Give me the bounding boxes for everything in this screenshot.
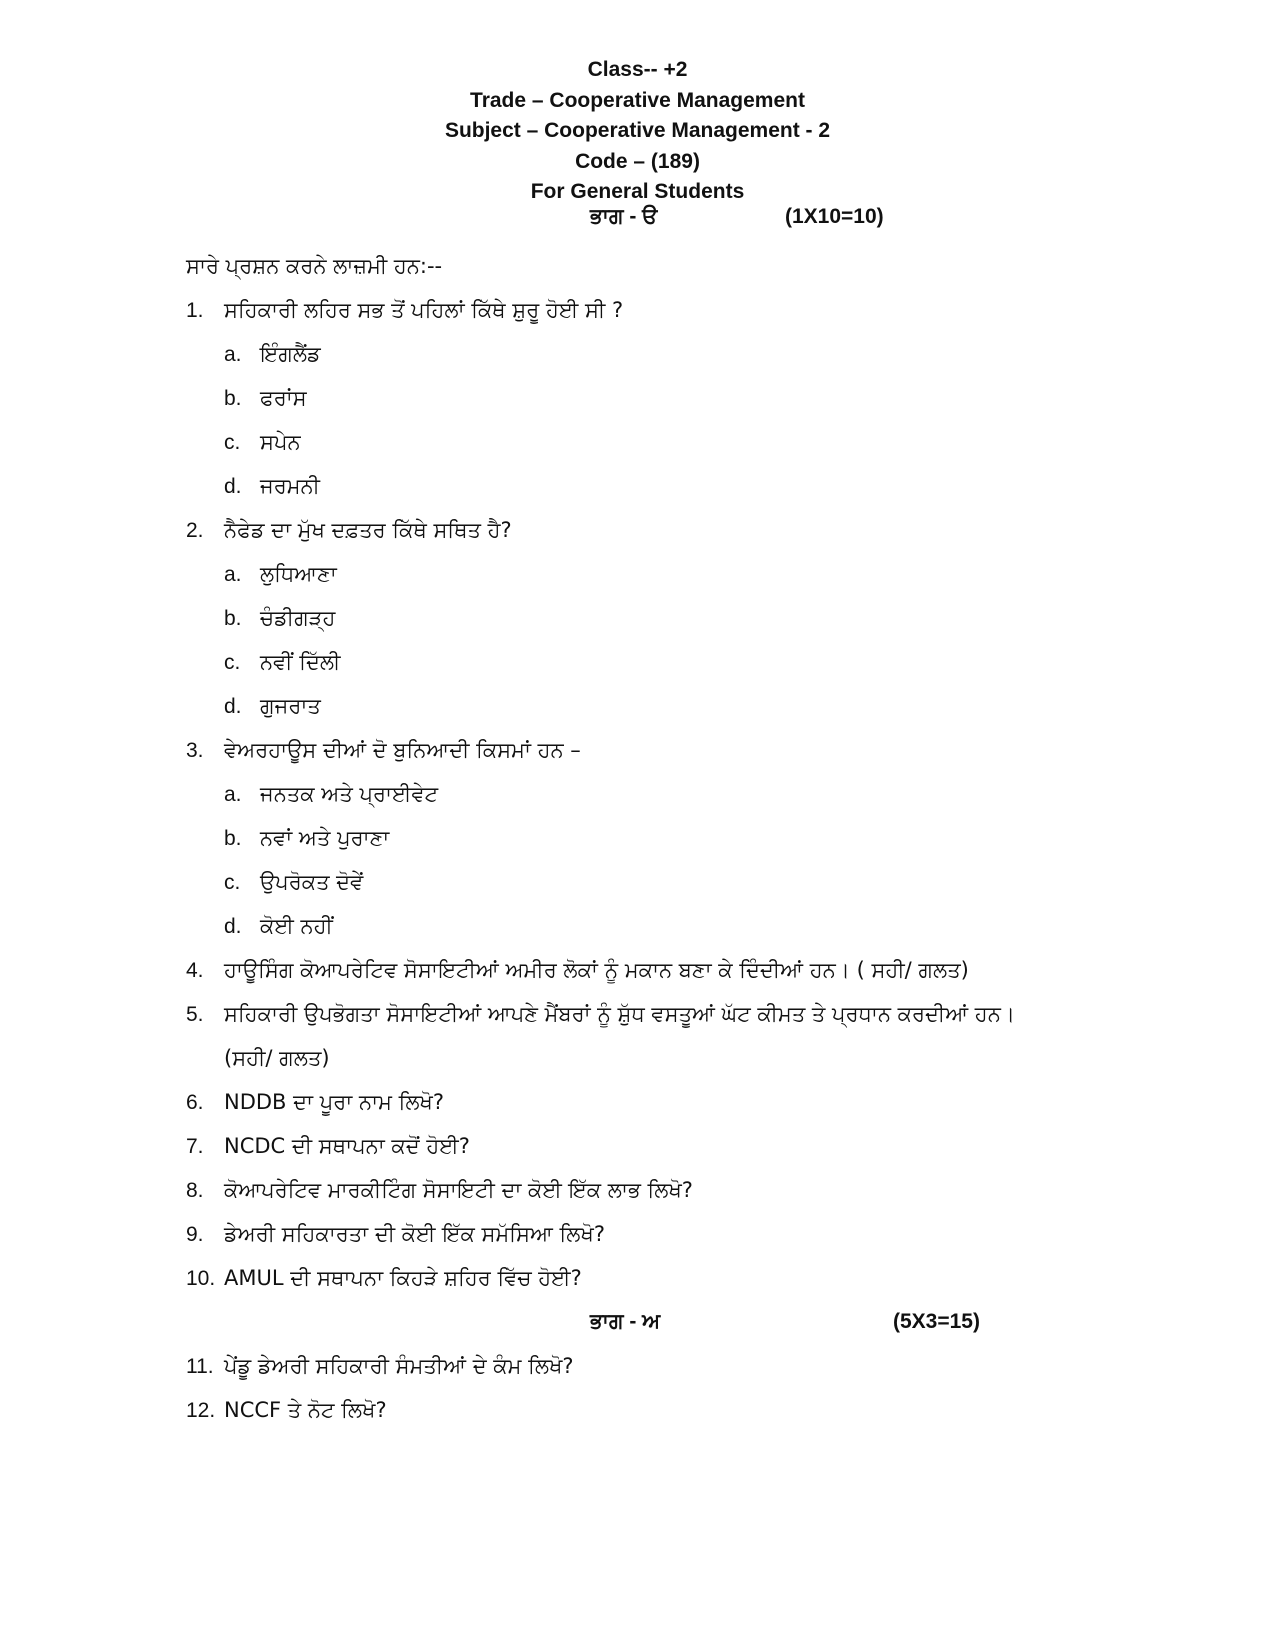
question-number: 3. — [186, 739, 204, 762]
option-text: ਕੋਈ ਨਹੀਂ — [260, 914, 333, 938]
option-letter: c. — [224, 871, 241, 894]
question-number: 9. — [186, 1223, 204, 1246]
option-text: ਜਰਮਨੀ — [260, 474, 320, 498]
question-10 — [186, 1262, 582, 1295]
q3-option-d — [224, 910, 333, 943]
subject-line: Subject – Cooperative Management - 2 — [444, 119, 831, 142]
part-b-marks: (5X3=15) — [893, 1310, 980, 1333]
question-5 — [186, 998, 1015, 1031]
option-letter: d. — [224, 695, 242, 718]
question-number: 7. — [186, 1135, 204, 1158]
option-letter: c. — [224, 431, 241, 454]
option-letter: a. — [224, 783, 242, 806]
q2-option-b — [224, 602, 335, 635]
question-4 — [186, 954, 969, 987]
part-a-heading — [0, 201, 1275, 233]
question-text: ਸਹਿਕਾਰੀ ਲਹਿਰ ਸਭ ਤੋਂ ਪਹਿਲਾਂ ਕਿੱਥੇ ਸ਼ੁਰੂ ਹੋਈ ਸੀ ? — [224, 298, 624, 322]
option-letter: d. — [224, 915, 242, 938]
q1-option-a — [224, 338, 321, 371]
question-8 — [186, 1174, 693, 1207]
class-line: Class-- +2 — [587, 58, 688, 81]
option-text: ਜਨਤਕ ਅਤੇ ਪ੍ਰਾਈਵੇਟ — [260, 782, 439, 806]
question-6 — [186, 1086, 444, 1119]
q3-option-b — [224, 822, 389, 855]
q3-option-a — [224, 778, 438, 811]
option-text: ਨਵੀਂ ਦਿੱਲੀ — [260, 650, 341, 674]
option-letter: c. — [224, 651, 241, 674]
instruction-text: ਸਾਰੇ ਪ੍ਰਸ਼ਨ ਕਰਨੇ ਲਾਜ਼ਮੀ ਹਨ:-- — [186, 254, 443, 278]
option-text: ਇੰਗਲੈਂਡ — [260, 342, 321, 366]
question-text: ਸਹਿਕਾਰੀ ਉਪਭੋਗਤਾ ਸੋਸਾਇਟੀਆਂ ਆਪਣੇ ਮੈਂਬਰਾਂ ਨੂੰ ਸ਼ੁੱਧ ਵਸਤੂਆਂ ਘੱਟ ਕੀਮਤ ਤੇ ਪ੍ਰਧਾਨ ਕਰਦੀਆਂ ਹਨ। — [224, 1002, 1015, 1026]
audience-line: For General Students — [530, 180, 745, 203]
q2-option-d — [224, 690, 321, 723]
part-a-label: ਭਾਗ - ੳ — [590, 205, 658, 228]
question-number: 6. — [186, 1091, 204, 1114]
question-number: 10. — [186, 1267, 216, 1290]
question-number: 11. — [186, 1355, 214, 1378]
exam-header — [0, 55, 1275, 208]
option-text: ਸਪੇਨ — [260, 430, 301, 454]
question-2 — [186, 514, 512, 547]
option-letter: a. — [224, 563, 242, 586]
question-7 — [186, 1130, 470, 1163]
question-text: ਪੇਂਡੂ ਡੇਅਰੀ ਸਹਿਕਾਰੀ ਸੰਮਤੀਆਂ ਦੇ ਕੰਮ ਲਿਖੋ? — [224, 1354, 574, 1378]
option-letter: b. — [224, 827, 242, 850]
question-1 — [186, 294, 623, 327]
question-text: ਡੇਅਰੀ ਸਹਿਕਾਰਤਾ ਦੀ ਕੋਈ ਇੱਕ ਸਮੱਸਿਆ ਲਿਖੋ? — [224, 1222, 605, 1246]
question-text: ਵੇਅਰਹਾਊਸ ਦੀਆਂ ਦੋ ਬੁਨਿਆਦੀ ਕਿਸਮਾਂ ਹਨ – — [224, 738, 581, 762]
question-text: NCCF ਤੇ ਨੋਟ ਲਿਖੋ? — [224, 1398, 387, 1422]
option-letter: b. — [224, 607, 242, 630]
question-number: 8. — [186, 1179, 204, 1202]
q2-option-c — [224, 646, 340, 679]
question-text: ਨੈਫੇਡ ਦਾ ਮੁੱਖ ਦਫ਼ਤਰ ਕਿੱਥੇ ਸਥਿਤ ਹੈ? — [224, 518, 512, 542]
question-number: 2. — [186, 519, 204, 542]
question-text: ਹਾਊਸਿੰਗ ਕੋਆਪਰੇਟਿਵ ਸੋਸਾਇਟੀਆਂ ਅਮੀਰ ਲੋਕਾਂ ਨੂੰ ਮਕਾਨ ਬਣਾ ਕੇ ਦਿੰਦੀਆਂ ਹਨ। ( ਸਹੀ/ ਗਲਤ) — [224, 958, 969, 982]
option-text: ਚੰਡੀਗੜ੍ਹ — [260, 606, 336, 630]
option-text: ਨਵਾਂ ਅਤੇ ਪੁਰਾਣਾ — [260, 826, 390, 850]
q1-option-c — [224, 426, 301, 459]
question-5-continuation: (ਸਹੀ/ ਗਲਤ) — [224, 1046, 330, 1070]
part-a-marks: (1X10=10) — [785, 205, 884, 228]
option-text: ਗੁਜਰਾਤ — [260, 694, 321, 718]
question-number: 5. — [186, 1003, 204, 1026]
question-12 — [186, 1394, 387, 1427]
q1-option-d — [224, 470, 320, 503]
question-3 — [186, 734, 581, 767]
code-line: Code – (189) — [575, 149, 700, 173]
question-11 — [186, 1350, 574, 1383]
q1-option-b — [224, 382, 307, 415]
part-b-heading — [0, 1306, 1275, 1338]
question-text: NDDB ਦਾ ਪੂਰਾ ਨਾਮ ਲਿਖੋ? — [224, 1090, 445, 1114]
question-text: AMUL ਦੀ ਸਥਾਪਨਾ ਕਿਹੜੇ ਸ਼ਹਿਰ ਵਿੱਚ ਹੋਈ? — [224, 1266, 582, 1290]
q2-option-a — [224, 558, 337, 591]
option-text: ਉਪਰੋਕਤ ਦੋਵੇਂ — [260, 870, 364, 894]
option-letter: a. — [224, 343, 242, 366]
option-text: ਲੁਧਿਆਣਾ — [260, 562, 337, 586]
trade-line: Trade – Cooperative Management — [470, 88, 805, 112]
option-letter: b. — [224, 387, 242, 410]
question-9 — [186, 1218, 605, 1251]
option-letter: d. — [224, 475, 242, 498]
question-text: NCDC ਦੀ ਸਥਾਪਨਾ ਕਦੋਂ ਹੋਈ? — [224, 1134, 470, 1158]
question-number: 4. — [186, 959, 204, 982]
part-b-label: ਭਾਗ - ਅ — [590, 1310, 661, 1333]
question-text: ਕੋਆਪਰੇਟਿਵ ਮਾਰਕੀਟਿੰਗ ਸੋਸਾਇਟੀ ਦਾ ਕੋਈ ਇੱਕ ਲਾਭ ਲਿਖੋ? — [224, 1178, 693, 1202]
question-number: 1. — [186, 299, 204, 322]
option-text: ਫਰਾਂਸ — [260, 386, 307, 410]
question-number: 12. — [186, 1399, 216, 1422]
q3-option-c — [224, 866, 363, 899]
